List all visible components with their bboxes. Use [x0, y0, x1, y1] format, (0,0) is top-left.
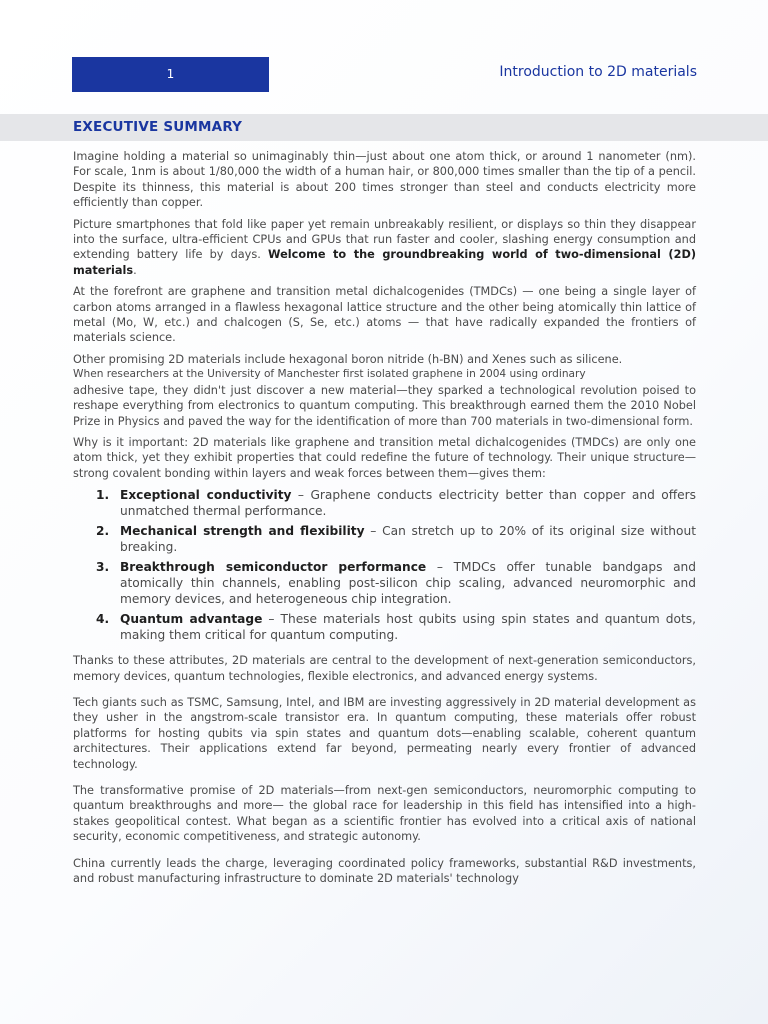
list-item-text: – TMDCs offer tunable bandgaps and atomically thin channels, enabling post-silicon chip scaling, advanced neuromorphic and memory devices, and heterogeneous chip integration.: [120, 560, 697, 607]
paragraph-tech-giants: Tech giants such as TSMC, Samsung, Intel, and IBM are investing aggressively in 2D material development as they usher in the angstrom-scale transistor era. In quantum computing, these materials offer robust platforms for hosting qubits via spin states and quantum dots—enabling scalable, coherent quantum architectures. Their applications extend far beyond, permeating nearly every frontier of advanced technology.: [73, 695, 696, 771]
section-heading: EXECUTIVE SUMMARY: [73, 119, 243, 135]
paragraph-why-important: Why is it important: 2D materials like graphene and transition metal dichalcogenides (TMDCs) are only one atom thick, yet they exhibit properties that could redefine the future of technology. Their unique structure—strong covalent bonding within layers and weak forces between them—gives them:: [73, 435, 696, 480]
paragraph-manchester: adhesive tape, they didn't just discover a new material—they sparked a technological revolution poised to reshape everything from electronics to quantum computing. This breakthrough earned them the 2010 Nobel Prize in Physics and paved the way for the identification of more than 700 materials in two-dimensional form.: [73, 383, 696, 428]
list-item-title: Breakthrough semiconductor performance: [120, 560, 427, 575]
paragraph-intro: Imagine holding a material so unimaginably thin—just about one atom thick, or around 1 nanometer (nm). For scale, 1nm is about 1/80,000 the width of a human hair, or 800,000 times smaller than the tip of a pencil. Despite its thinness, this material is about 200 times stronger than steel and conducts electricity more efficiently than copper.: [73, 150, 696, 210]
list-item-title: Quantum advantage: [120, 612, 263, 627]
list-item-title: Exceptional conductivity: [120, 488, 292, 503]
paragraph-other-materials: Other promising 2D materials include hexagonal boron nitride (h-BN) and Xenes such as silicene.: [73, 352, 623, 366]
list-item-title: Mechanical strength and flexibility: [120, 524, 365, 539]
running-title: Introduction to 2D materials: [499, 64, 697, 80]
list-item: [73, 487, 696, 519]
paragraph-manchester-lead: When researchers at the University of Manchester first isolated graphene in 2004 using ordinary: [73, 368, 586, 381]
paragraph-geopolitics: The transformative promise of 2D materials—from next-gen semiconductors, neuromorphic computing to quantum breakthroughs and more— the global race for leadership in this field has intensified into a high-stakes geopolitical contest. What began as a scientific frontier has evolved into a critical axis of national security, economic competitiveness, and strategic autonomy.: [73, 783, 696, 844]
page-number-block: [72, 57, 269, 92]
paragraph-forefront: At the forefront are graphene and transition metal dichalcogenides (TMDCs) — one being a single layer of carbon atoms arranged in a flawless hexagonal lattice structure and the other being atomically thin lattice of metal (Mo, W, etc.) and chalcogen (S, Se, etc.) atoms — that have radically expanded the frontiers of materials science.: [73, 285, 696, 345]
paragraph-vision-bold: Welcome to the groundbreaking world of two-dimensional (2D) materials: [73, 248, 696, 277]
paragraph-china: China currently leads the charge, leveraging coordinated policy frameworks, substantial R&D investments, and robust manufacturing infrastructure to dominate 2D materials' technology: [73, 856, 696, 885]
body-text: [73, 149, 696, 892]
list-item-number: 2.: [96, 524, 110, 539]
paragraph-vision-end: .: [133, 263, 137, 277]
list-item-text: – Graphene conducts electricity better than copper and offers unmatched thermal performance.: [120, 488, 696, 519]
paragraph-vision-text: Picture smartphones that fold like paper yet remain unbreakably resilient, or displays so thin they disappear into the surface, ultra-efficient CPUs and GPUs that run faster and cooler, slashing energy consumption and extending battery life by days.: [73, 217, 696, 262]
list-item-text: – Can stretch up to 20% of its original size without breaking.: [120, 524, 696, 555]
list-item-number: 1.: [96, 488, 110, 503]
list-item-number: 4.: [96, 612, 110, 627]
list-item: [73, 523, 696, 555]
list-item-number: 3.: [96, 560, 110, 575]
properties-list: [73, 487, 696, 643]
page-number: 1: [166, 67, 175, 81]
paragraph-vision: [73, 217, 696, 279]
list-item: [73, 611, 696, 643]
list-item: [73, 559, 696, 607]
paragraph-attributes: Thanks to these attributes, 2D materials are central to the development of next-generation semiconductors, memory devices, quantum technologies, flexible electronics, and advanced energy systems.: [73, 654, 696, 683]
list-item-text: – These materials host qubits using spin states and quantum dots, making them critical for quantum computing.: [120, 612, 696, 643]
